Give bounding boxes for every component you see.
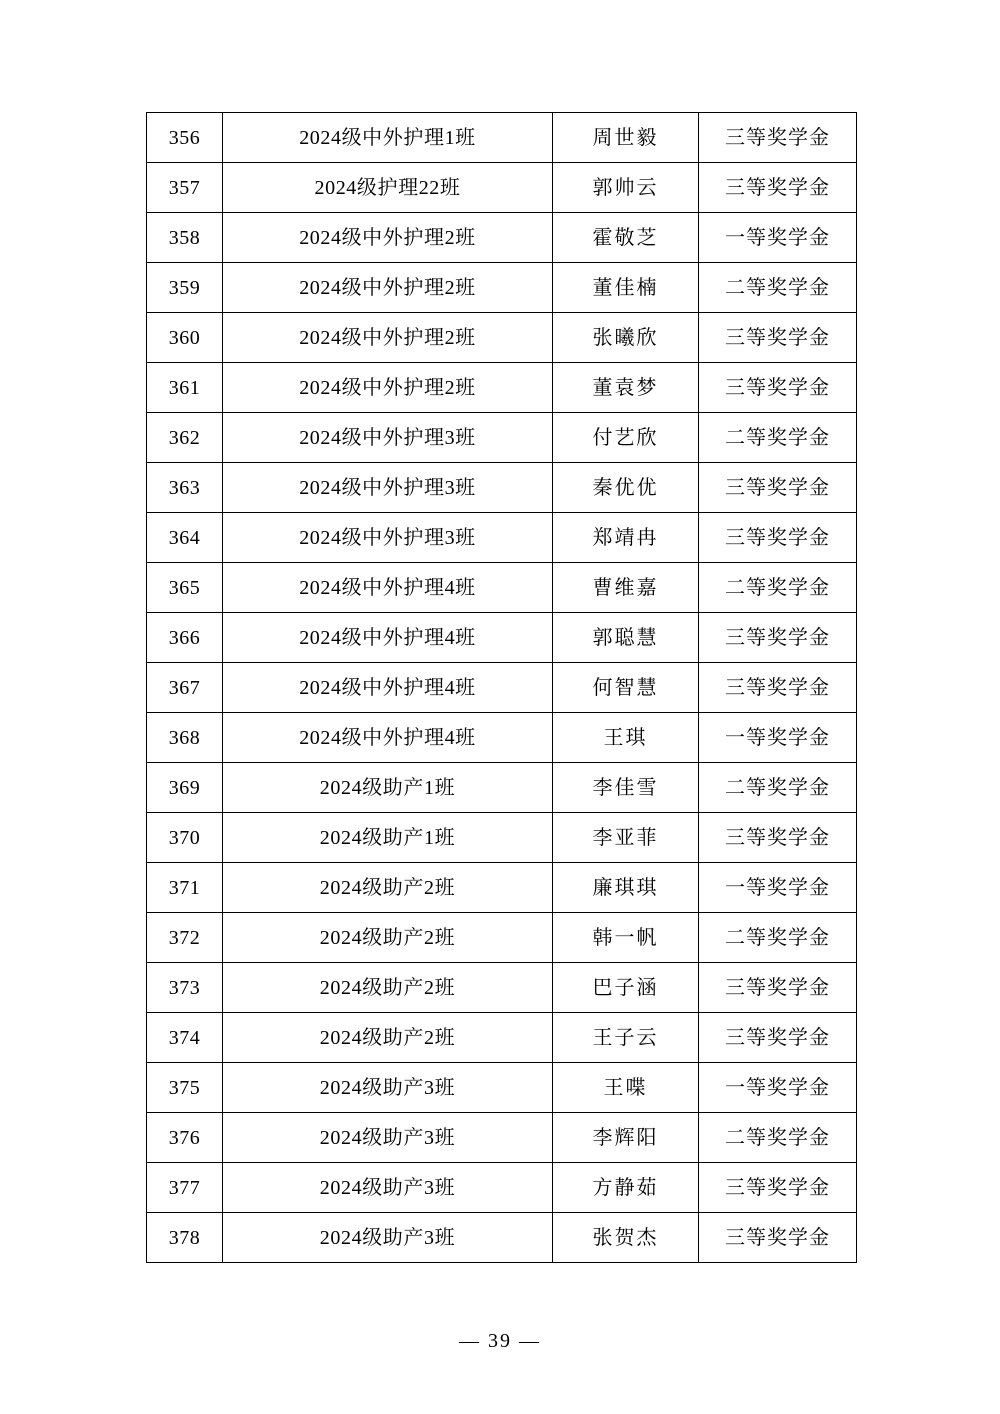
cell-class: 2024级助产2班	[223, 863, 553, 913]
cell-name: 韩一帆	[553, 913, 699, 963]
cell-name: 付艺欣	[553, 413, 699, 463]
cell-class: 2024级中外护理2班	[223, 363, 553, 413]
cell-name: 郭聪慧	[553, 613, 699, 663]
cell-class: 2024级助产3班	[223, 1113, 553, 1163]
table-row	[147, 463, 857, 513]
cell-index: 367	[147, 663, 223, 713]
cell-name: 秦优优	[553, 463, 699, 513]
cell-name: 郭帅云	[553, 163, 699, 213]
award-table	[146, 112, 857, 1263]
cell-name: 何智慧	[553, 663, 699, 713]
cell-award: 三等奖学金	[699, 363, 857, 413]
cell-index: 366	[147, 613, 223, 663]
table-row	[147, 563, 857, 613]
cell-index: 363	[147, 463, 223, 513]
cell-award: 三等奖学金	[699, 663, 857, 713]
cell-award: 三等奖学金	[699, 163, 857, 213]
cell-class: 2024级中外护理4班	[223, 713, 553, 763]
cell-class: 2024级助产2班	[223, 1013, 553, 1063]
cell-index: 365	[147, 563, 223, 613]
cell-index: 377	[147, 1163, 223, 1213]
cell-class: 2024级助产1班	[223, 763, 553, 813]
cell-class: 2024级护理22班	[223, 163, 553, 213]
cell-award: 一等奖学金	[699, 863, 857, 913]
cell-award: 二等奖学金	[699, 913, 857, 963]
cell-index: 369	[147, 763, 223, 813]
cell-award: 二等奖学金	[699, 763, 857, 813]
table-row	[147, 413, 857, 463]
cell-index: 356	[147, 113, 223, 163]
table-row	[147, 1013, 857, 1063]
cell-name: 廉琪琪	[553, 863, 699, 913]
cell-award: 二等奖学金	[699, 563, 857, 613]
cell-index: 376	[147, 1113, 223, 1163]
cell-name: 李辉阳	[553, 1113, 699, 1163]
cell-index: 359	[147, 263, 223, 313]
cell-class: 2024级助产2班	[223, 963, 553, 1013]
table-row	[147, 913, 857, 963]
cell-class: 2024级中外护理2班	[223, 263, 553, 313]
cell-name: 周世毅	[553, 113, 699, 163]
cell-index: 371	[147, 863, 223, 913]
cell-class: 2024级中外护理2班	[223, 213, 553, 263]
cell-index: 360	[147, 313, 223, 363]
cell-name: 李亚菲	[553, 813, 699, 863]
cell-class: 2024级中外护理4班	[223, 563, 553, 613]
cell-award: 三等奖学金	[699, 513, 857, 563]
cell-name: 张贺杰	[553, 1213, 699, 1263]
cell-name: 霍敬芝	[553, 213, 699, 263]
table-row	[147, 113, 857, 163]
cell-index: 368	[147, 713, 223, 763]
cell-name: 李佳雪	[553, 763, 699, 813]
table-row	[147, 313, 857, 363]
table-row	[147, 1163, 857, 1213]
cell-class: 2024级助产1班	[223, 813, 553, 863]
cell-index: 358	[147, 213, 223, 263]
cell-award: 三等奖学金	[699, 1013, 857, 1063]
cell-award: 二等奖学金	[699, 1113, 857, 1163]
award-table-body	[147, 113, 857, 1263]
cell-class: 2024级助产3班	[223, 1213, 553, 1263]
table-row	[147, 613, 857, 663]
table-row	[147, 863, 857, 913]
cell-name: 巴子涵	[553, 963, 699, 1013]
table-row	[147, 663, 857, 713]
cell-index: 362	[147, 413, 223, 463]
cell-class: 2024级中外护理2班	[223, 313, 553, 363]
table-row	[147, 813, 857, 863]
cell-name: 王琪	[553, 713, 699, 763]
table-row	[147, 263, 857, 313]
cell-award: 三等奖学金	[699, 463, 857, 513]
cell-index: 375	[147, 1063, 223, 1113]
table-row	[147, 1063, 857, 1113]
cell-award: 三等奖学金	[699, 1213, 857, 1263]
cell-class: 2024级助产3班	[223, 1163, 553, 1213]
cell-index: 378	[147, 1213, 223, 1263]
table-row	[147, 1113, 857, 1163]
table-row	[147, 163, 857, 213]
cell-award: 三等奖学金	[699, 1163, 857, 1213]
cell-award: 三等奖学金	[699, 313, 857, 363]
cell-class: 2024级中外护理1班	[223, 113, 553, 163]
cell-award: 三等奖学金	[699, 813, 857, 863]
table-row	[147, 213, 857, 263]
cell-class: 2024级助产3班	[223, 1063, 553, 1113]
cell-name: 董佳楠	[553, 263, 699, 313]
cell-award: 一等奖学金	[699, 213, 857, 263]
cell-class: 2024级中外护理3班	[223, 463, 553, 513]
cell-award: 二等奖学金	[699, 413, 857, 463]
cell-name: 郑靖冉	[553, 513, 699, 563]
cell-award: 三等奖学金	[699, 963, 857, 1013]
award-table-container	[146, 112, 856, 1263]
cell-name: 曹维嘉	[553, 563, 699, 613]
cell-name: 张曦欣	[553, 313, 699, 363]
cell-index: 373	[147, 963, 223, 1013]
cell-name: 王子云	[553, 1013, 699, 1063]
table-row	[147, 363, 857, 413]
cell-index: 370	[147, 813, 223, 863]
table-row	[147, 713, 857, 763]
cell-index: 361	[147, 363, 223, 413]
cell-name: 方静茹	[553, 1163, 699, 1213]
cell-index: 372	[147, 913, 223, 963]
cell-class: 2024级中外护理4班	[223, 663, 553, 713]
table-row	[147, 963, 857, 1013]
cell-class: 2024级中外护理4班	[223, 613, 553, 663]
cell-name: 王喋	[553, 1063, 699, 1113]
cell-index: 364	[147, 513, 223, 563]
cell-class: 2024级助产2班	[223, 913, 553, 963]
cell-award: 三等奖学金	[699, 113, 857, 163]
cell-index: 357	[147, 163, 223, 213]
cell-name: 董袁梦	[553, 363, 699, 413]
cell-award: 三等奖学金	[699, 613, 857, 663]
cell-award: 一等奖学金	[699, 713, 857, 763]
cell-award: 一等奖学金	[699, 1063, 857, 1113]
cell-class: 2024级中外护理3班	[223, 513, 553, 563]
cell-class: 2024级中外护理3班	[223, 413, 553, 463]
table-row	[147, 763, 857, 813]
page-number: — 39 —	[459, 1330, 541, 1352]
cell-award: 二等奖学金	[699, 263, 857, 313]
table-row	[147, 1213, 857, 1263]
cell-index: 374	[147, 1013, 223, 1063]
table-row	[147, 513, 857, 563]
